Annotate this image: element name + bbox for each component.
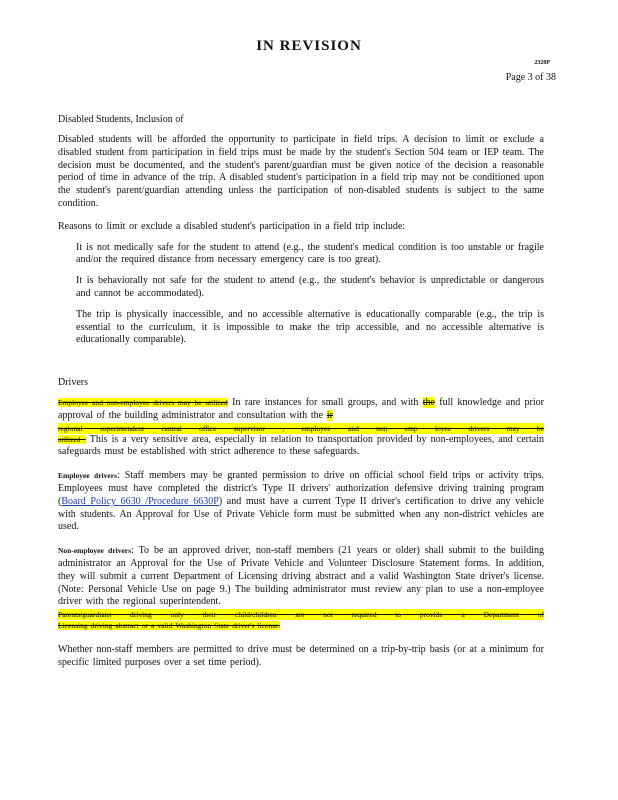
bullet-text: It is not medically safe for the student to attend (e.g., the student's medical condition is too unstable or fragile and/or the required distance from necessary emergency care is too great). (76, 241, 544, 266)
drivers-section (58, 377, 544, 670)
list-item (58, 242, 544, 268)
list-item (58, 275, 544, 301)
deleted-text: Employee and non-employee drivers may be utilized (58, 398, 228, 407)
page-title: IN REVISION (256, 38, 362, 54)
list-item (58, 309, 544, 347)
deleted-text: the (422, 397, 435, 408)
non-employee-drivers-paragraph (58, 545, 544, 633)
document-number: 2320P (534, 60, 550, 66)
inserted-text: In rare instances for small groups, and with (227, 397, 419, 408)
bullet-text: It is behaviorally not safe for the student to attend (e.g., the student's behavior is unpredictable or dangerous and cannot be accommodated). (76, 275, 544, 299)
employee-drivers-paragraph (58, 470, 544, 534)
page-number: Page 3 of 38 (505, 72, 556, 83)
paragraph-text: full knowledge and prior approval of the building administrator and consultation with the (58, 397, 544, 421)
non-employee-drivers-label: Non-employee drivers (58, 546, 132, 556)
disabled-section (58, 114, 544, 347)
section-heading-drivers: Drivers (58, 377, 88, 388)
deleted-text-line: Parents/guardians driving only their child/children are not required to provide a Department of (58, 610, 544, 620)
board-policy-link[interactable]: Board Policy 6630 /Procedure 6630P (61, 495, 219, 507)
disabled-paragraph: Disabled students will be afforded the opportunity to participate in field trips. A decision to limit or exclude a disabled student from participation in field trips must be made by the student's Section 504 team or IEP team. The decision must be documented, and the student's parent/guardian must be given notice of the decision a reasonable period of time in advance of the trip. A disabled student's participation in a field trip may not be conditioned upon the student's parent/guardian attending unless the participation of non-disabled students is subject to the same condition. (58, 134, 544, 209)
deleted-text: Licensing driving abstract or a valid Washington State driver's license. (58, 621, 281, 631)
drivers-paragraph (58, 397, 544, 459)
deleted-text: utilized . (58, 434, 86, 444)
employee-drivers-label: Employee drivers (58, 471, 117, 481)
paragraph-text: This is a very sensitive area, especially in relation to transportation provided by non-employees, and certain safeguards must be established with strict adherence to these safeguards. (58, 433, 545, 458)
reasons-intro: Reasons to limit or exclude a disabled student's participation in a field trip include: (58, 220, 406, 232)
paragraph-text: : To be an approved driver, non-staff members (21 years or older) shall submit to the building administrator an Approval for the Use of Private Vehicle and Volunteer Disclosure Statement forms. In addition, they will submit a current Department of Licensing driving abstract and a valid Washington State driver's license. (Note: Personal Vehicle Use on page 9.) The building administrator must review any plan to use a non-employee driver with the regional superintendent. (58, 545, 544, 608)
deleted-text: ir (326, 409, 333, 421)
section-heading-disabled: Disabled Students, Inclusion of (58, 114, 184, 125)
final-paragraph: Whether non-staff members are permitted to drive must be determined on a trip-by-trip basis (or at a minimum for specific limited purposes over a set time period). (58, 643, 544, 668)
bullet-text: The trip is physically inaccessible, and no accessible alternative is educationally comparable (e.g., the trip is essential to the curriculum, it is impossible to make the trip accessible, and no accessible alternative is educationally comparable). (76, 308, 544, 346)
paragraph-text: ) and must have a current Type II driver's certification to drive any vehicle with students. An Approval for Use of Private Vehicle form must be submitted when any non-district vehicles are used. (58, 495, 544, 533)
deleted-text-line: regional superintendent central office supervisor , employee and non emp loyee drivers may be (58, 423, 544, 433)
paragraph-text: : Staff members may be granted permission to drive on official school field trips or activity trips. Employees must have completed the district's Type II drivers' authorization defensive driving training program ( (58, 470, 544, 507)
